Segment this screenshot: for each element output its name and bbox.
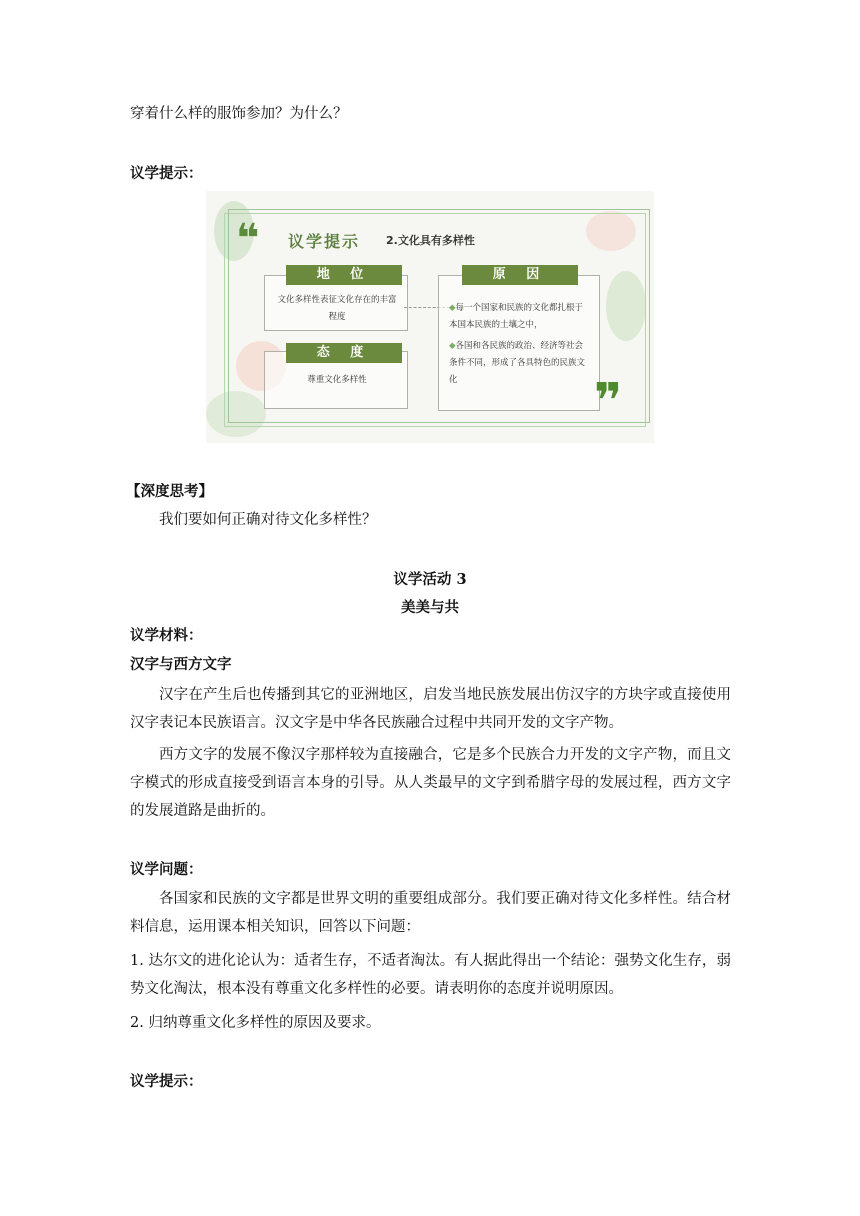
material-paragraph-1: 汉字在产生后也传播到其它的亚洲地区，启发当地民族发展出仿汉字的方块字或直接使用汉字表记本民族语言。汉文字是中华各民族融合过程中共同开发的文字产物。 [130, 687, 731, 731]
question-item-2: 2. 归纳尊重文化多样性的原因及要求。 [130, 1015, 381, 1031]
quote-open-icon: ❝ [236, 216, 260, 262]
hint-label-2: 议学提示： [130, 1073, 203, 1090]
hint-figure [206, 191, 654, 443]
figure-subtitle: 2.文化具有多样性 [386, 234, 475, 247]
material-label: 议学材料： [130, 627, 203, 644]
attitude-text: 尊重文化多样性 [307, 375, 367, 385]
question-item-1: 1. 达尔文的进化论认为：适者生存，不适者淘汰。有人据此得出一个结论：强势文化生存，弱势文化淘汰，根本没有尊重文化多样性的必要。请表明你的态度并说明原因。 [130, 953, 731, 997]
reason-tag: 原 因 [462, 265, 578, 285]
deep-think-question: 我们要如何正确对待文化多样性？ [159, 512, 377, 528]
figure-title: 议学提示 [288, 232, 361, 251]
reason-item-2: ◆各国和各民族的政治、经济等社会条件不同，形成了各具特色的民族文化 [449, 341, 586, 385]
attitude-tag: 态 度 [286, 343, 402, 363]
deep-think-label: 【深度思考】 [126, 483, 213, 500]
question-line: 穿着什么样的服饰参加？为什么？ [130, 106, 348, 122]
reason-box [438, 275, 600, 411]
activity-title: 议学活动 3 [393, 571, 467, 588]
status-text: 文化多样性表征文化存在的丰富程度 [277, 295, 397, 322]
activity-subtitle: 美美与共 [401, 599, 459, 616]
question-intro: 各国家和民族的文字都是世界文明的重要组成部分。我们要正确对待文化多样性。结合材料信息，运用课本相关知识，回答以下问题： [130, 891, 731, 935]
hint-label: 议学提示： [130, 165, 203, 182]
quote-close-icon: ❞ [594, 373, 623, 429]
material-title: 汉字与西方文字 [130, 656, 232, 673]
status-tag: 地 位 [286, 265, 402, 285]
question-label: 议学问题： [130, 861, 203, 878]
material-paragraph-2: 西方文字的发展不像汉字那样较为直接融合，它是多个民族合力开发的文字产物，而且文字模式的形成直接受到语言本身的引导。从人类最早的文字到希腊字母的发展过程，西方文字的发展道路是曲折的。 [130, 747, 731, 819]
reason-item-1: ◆每一个国家和民族的文化都扎根于本国本民族的土壤之中， [449, 303, 584, 330]
